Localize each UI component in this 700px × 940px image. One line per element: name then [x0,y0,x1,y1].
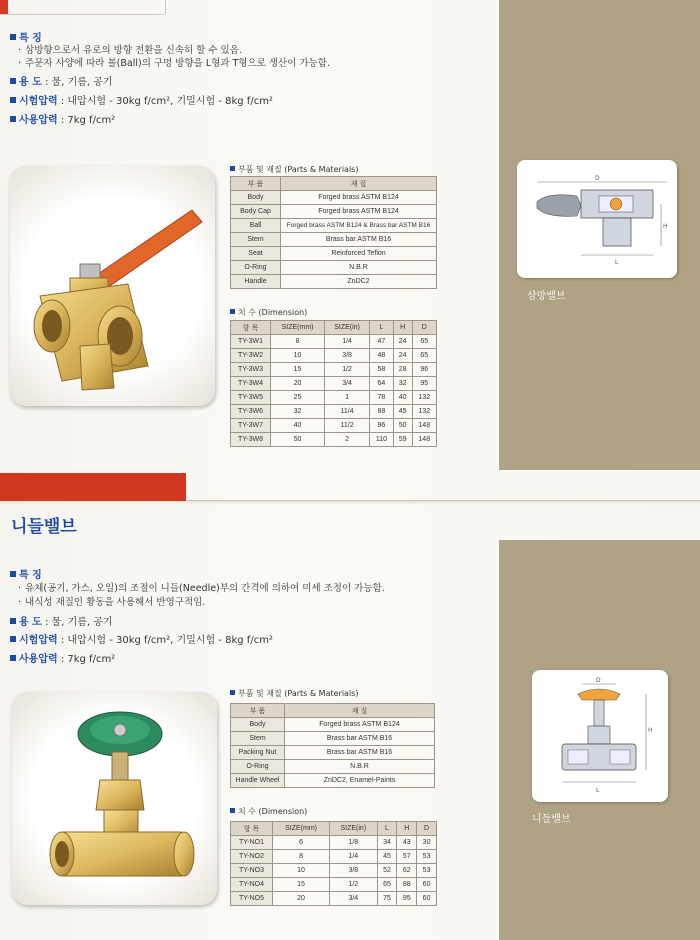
table-cell: 59 [393,433,412,447]
table-cell: TY-NO4 [231,878,273,892]
table-cell: Packing Nut [231,746,285,760]
table-cell: 1/8 [330,836,377,850]
table-cell: 148 [412,433,437,447]
table-cell: 25 [271,391,325,405]
table-cell: 88 [397,878,417,892]
table-header-cell: SIZE(mm) [271,321,325,335]
working-pressure-row-1: 사용압력 : 7kg f/cm² [10,111,115,126]
table-cell: 28 [393,363,412,377]
table-cell: Handle [231,275,281,289]
table-cell: 3/4 [325,377,370,391]
table-cell: TY-3W8 [231,433,271,447]
table-cell: TY-3W3 [231,363,271,377]
table-cell: 110 [370,433,394,447]
table-cell: 60 [417,892,437,906]
dimension-h-label: H [648,727,653,734]
table-row [231,433,437,447]
table-cell: 2 [325,433,370,447]
dimension-d-label: D [595,175,600,182]
bullet-square-icon [10,116,16,122]
table-cell: 53 [417,850,437,864]
needle-valve-illustration [12,692,217,905]
bullet-square-icon [10,655,16,661]
diagram-caption-1: 삼방밸브 [527,291,566,302]
bullet-square-icon [10,34,16,40]
table-cell: 20 [271,377,325,391]
table-cell: TY-3W6 [231,405,271,419]
parts-table-1 [230,176,437,289]
table-cell: Stem [231,233,281,247]
table-cell: 65 [412,335,437,349]
table-cell: 62 [397,864,417,878]
table-cell: TY-3W5 [231,391,271,405]
table-cell: 1/4 [330,850,377,864]
parts-title-1: 부품 및 재질 (Parts & Materials) [230,164,358,175]
test-pressure-row-1: 시험압력 : 내압시험 - 30kg f/cm², 기밀시험 - 8kg f/cm² [10,92,273,107]
bullet-square-icon [10,97,16,103]
table-cell: 32 [271,405,325,419]
table-cell: 57 [397,850,417,864]
table-row [231,391,437,405]
table-header-cell: 부 품 [231,177,281,191]
table-cell: Forged brass ASTM B124 & Brass bar ASTM B16 [281,219,437,233]
table-cell: Body [231,191,281,205]
table-row [231,718,435,732]
table-header-cell: 항 목 [231,321,271,335]
table-cell: 15 [271,363,325,377]
table-cell: 132 [412,405,437,419]
table-row [231,878,437,892]
section-divider-red-bar [0,473,186,501]
table-header-cell: H [393,321,412,335]
table-header-cell: 항 목 [231,822,273,836]
table-cell: 96 [370,419,394,433]
table-cell: 132 [412,391,437,405]
table-cell: O-Ring [231,760,285,774]
table-cell: 53 [417,864,437,878]
table-cell: 15 [273,878,330,892]
table-cell: Brass bar ASTM B16 [281,233,437,247]
table-header-cell: SIZE(mm) [273,822,330,836]
three-way-valve-photo [10,166,215,406]
top-divider-vertical [165,0,166,14]
table-cell: 1/4 [325,335,370,349]
table-cell: 8 [273,850,330,864]
table-cell: Reinforced Teflon [281,247,437,261]
table-cell: 47 [370,335,394,349]
top-red-tab [0,0,8,14]
table-cell: Seat [231,247,281,261]
feature-item: · 주문자 사양에 따라 볼(Ball)의 구멍 방향을 L형과 T형으로 생산이 가능함. [18,55,330,69]
table-row [231,850,437,864]
table-cell: 34 [377,836,397,850]
bullet-square-icon [230,309,235,314]
table-row [231,233,437,247]
table-row [231,732,435,746]
top-divider [0,14,165,15]
table-cell: 52 [377,864,397,878]
table-cell: 95 [397,892,417,906]
table-cell: Body Cap [231,205,281,219]
table-cell: 1/2 [325,363,370,377]
table-cell: 3/8 [330,864,377,878]
table-cell: 64 [370,377,394,391]
table-cell: 65 [377,878,397,892]
table-row [231,363,437,377]
dimension-table-2 [230,821,437,906]
bullet-square-icon [10,618,16,624]
table-header-cell: 부 품 [231,704,285,718]
table-cell: 43 [397,836,417,850]
table-cell: 3/4 [330,892,377,906]
diagram-panel-1 [499,0,700,470]
table-cell: 96 [412,363,437,377]
table-row [231,892,437,906]
table-header-row [231,177,437,191]
table-row [231,349,437,363]
usage-row-2: 용 도 : 물, 기름, 공기 [10,613,113,628]
table-cell: N.B.R [281,261,437,275]
table-header-cell: 재 질 [285,704,435,718]
table-cell: Forged brass ASTM B124 [281,191,437,205]
dimension-table-1 [230,320,437,447]
table-cell: 24 [393,335,412,349]
needle-valve-diagram-card [532,670,668,802]
table-cell: 10 [273,864,330,878]
table-row [231,275,437,289]
table-cell: 32 [393,377,412,391]
table-cell: 148 [412,419,437,433]
table-header-row [231,704,435,718]
table-cell: 11/2 [325,419,370,433]
table-cell: TY-3W1 [231,335,271,349]
table-cell: Brass bar ASTM B16 [285,746,435,760]
table-header-cell: D [417,822,437,836]
table-row [231,205,437,219]
table-row [231,261,437,275]
dimension-l-label: L [596,787,600,794]
table-cell: 24 [393,349,412,363]
table-cell: 95 [412,377,437,391]
table-cell: Forged brass ASTM B124 [281,205,437,219]
bullet-square-icon [230,690,235,695]
table-cell: 8 [271,335,325,349]
table-cell: 75 [377,892,397,906]
table-cell: TY-3W4 [231,377,271,391]
three-way-valve-illustration [10,166,215,406]
table-row [231,836,437,850]
needle-valve-diagram [532,670,668,802]
table-cell: Stem [231,732,285,746]
table-header-row [231,321,437,335]
dimension-title-2: 치 수 (Dimension) [230,806,307,817]
parts-title-2: 부품 및 재질 (Parts & Materials) [230,688,358,699]
bullet-square-icon [10,78,16,84]
table-header-cell: H [397,822,417,836]
table-header-cell: 재 질 [281,177,437,191]
table-cell: 40 [393,391,412,405]
parts-table-2 [230,703,435,788]
working-pressure-row-2: 사용압력 : 7kg f/cm² [10,650,115,665]
table-header-row [231,822,437,836]
feature-item: · 삼방향으로서 유로의 방향 전환을 신속히 할 수 있음. [18,42,242,56]
table-header-cell: SIZE(in) [325,321,370,335]
needle-valve-photo [12,692,217,905]
bullet-square-icon [230,166,235,171]
table-cell: 45 [377,850,397,864]
table-cell: TY-NO5 [231,892,273,906]
dimension-title-1: 치 수 (Dimension) [230,307,307,318]
table-cell: TY-NO3 [231,864,273,878]
usage-row-1: 용 도 : 물, 기름, 공기 [10,73,113,88]
feature-item: · 유체(공기, 가스, 오일)의 조절이 니들(Needle)부의 간격에 의하여 미세 조정이 가능함. [18,580,385,594]
table-cell: Ball [231,219,281,233]
table-header-cell: SIZE(in) [330,822,377,836]
table-cell: N.B.R [285,760,435,774]
dimension-h-label: H [663,223,668,230]
table-cell: ZnDC2, Enamel-Paints [285,774,435,788]
table-header-cell: L [377,822,397,836]
table-cell: TY-NO2 [231,850,273,864]
table-cell: 88 [370,405,394,419]
diagram-panel-2 [499,540,700,940]
bullet-square-icon [230,808,235,813]
bullet-square-icon [10,571,16,577]
table-cell: 10 [271,349,325,363]
table-row [231,405,437,419]
table-cell: ZnDC2 [281,275,437,289]
bullet-square-icon [10,636,16,642]
table-row [231,247,437,261]
table-header-cell: L [370,321,394,335]
table-row [231,760,435,774]
feature-item: · 내식성 재질인 황동을 사용해서 반영구적임. [18,594,205,608]
table-cell: TY-3W7 [231,419,271,433]
table-cell: O-Ring [231,261,281,275]
table-cell: Brass bar ASTM B16 [285,732,435,746]
table-row [231,335,437,349]
table-cell: 48 [370,349,394,363]
table-cell: TY-NO1 [231,836,273,850]
features-heading-1: 특 징 [10,29,42,44]
table-row [231,419,437,433]
dimension-table-1-body [231,335,437,447]
table-cell: Handle Wheel [231,774,285,788]
table-row [231,191,437,205]
table-cell: 30 [417,836,437,850]
three-way-valve-diagram [517,160,677,278]
table-cell: TY-3W2 [231,349,271,363]
table-cell: 78 [370,391,394,405]
table-row [231,864,437,878]
table-cell: 40 [271,419,325,433]
dimension-table-2-body [231,836,437,906]
table-cell: 58 [370,363,394,377]
table-header-cell: D [412,321,437,335]
table-cell: 20 [273,892,330,906]
diagram-caption-2: 니들밸브 [532,814,571,825]
table-cell: Body [231,718,285,732]
test-pressure-row-2: 시험압력 : 내압시험 - 30kg f/cm², 기밀시험 - 8kg f/cm² [10,631,273,646]
table-row [231,377,437,391]
table-cell: Forged brass ASTM B124 [285,718,435,732]
table-cell: 45 [393,405,412,419]
table-row [231,746,435,760]
dimension-l-label: L [615,259,619,266]
table-cell: 50 [271,433,325,447]
section-divider-shadow [0,501,700,505]
table-cell: 3/8 [325,349,370,363]
table-cell: 60 [417,878,437,892]
three-way-valve-diagram-card [517,160,677,278]
features-heading-2: 특 징 [10,566,42,581]
table-cell: 11/4 [325,405,370,419]
needle-valve-title: 니들밸브 [11,517,77,537]
table-row [231,774,435,788]
table-cell: 1 [325,391,370,405]
table-cell: 1/2 [330,878,377,892]
table-row [231,219,437,233]
table-cell: 6 [273,836,330,850]
table-cell: 50 [393,419,412,433]
table-cell: 65 [412,349,437,363]
dimension-d-label: D [596,677,601,684]
